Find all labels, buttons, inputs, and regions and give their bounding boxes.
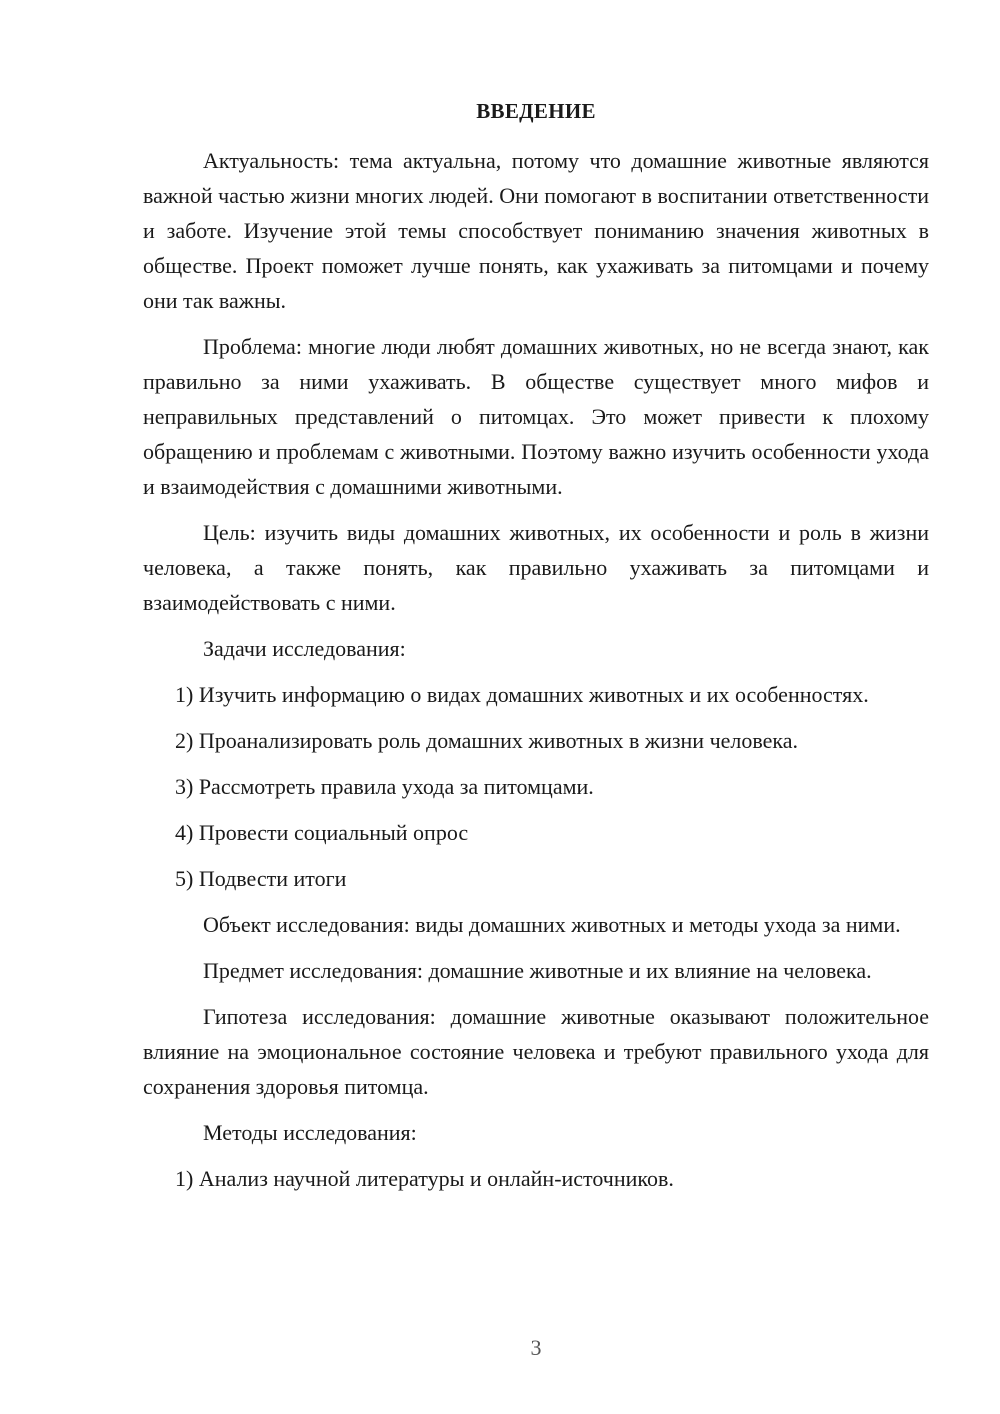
hypothesis-paragraph: Гипотеза исследования: домашние животные оказывают положительное влияние на эмоциональное состояние человека и требуют правильного ухода для сохранения здоровья питомца. <box>143 1004 929 1099</box>
page-number: 3 <box>530 1335 542 1360</box>
subject-paragraph: Предмет исследования: домашние животные и их влияние на человека. <box>203 958 872 983</box>
page-title: ВВЕДЕНИЕ <box>476 99 596 123</box>
methods-heading: Методы исследования: <box>203 1120 417 1145</box>
method-item-1: 1) Анализ научной литературы и онлайн-источников. <box>175 1166 674 1191</box>
task-item-3: 3) Рассмотреть правила ухода за питомцами. <box>175 774 594 799</box>
problem-paragraph: Проблема: многие люди любят домашних животных, но не всегда знают, как правильно за ними ухаживать. В обществе существует много мифов и неправильных представлений о питомцах. Это может привести к плохому обращению и проблемам с животными. Поэтому важно изучить особенности ухода и взаимодействия с домашними животными. <box>143 334 929 499</box>
task-item-4: 4) Провести социальный опрос <box>175 820 469 845</box>
task-item-5: 5) Подвести итоги <box>175 866 347 891</box>
goal-paragraph: Цель: изучить виды домашних животных, их особенности и роль в жизни человека, а также понять, как правильно ухаживать за питомцами и взаимодействовать с ними. <box>143 520 929 615</box>
object-paragraph: Объект исследования: виды домашних животных и методы ухода за ними. <box>203 912 901 937</box>
relevance-paragraph: Актуальность: тема актуальна, потому что домашние животные являются важной частью жизни многих людей. Они помогают в воспитании ответственности и заботе. Изучение этой темы способствует пониманию значения животных в обществе. Проект поможет лучше понять, как ухаживать за питомцами и почему они так важны. <box>143 148 929 313</box>
document-body <box>143 143 929 1207</box>
tasks-heading: Задачи исследования: <box>203 636 406 661</box>
task-item-1: 1) Изучить информацию о видах домашних животных и их особенностях. <box>175 682 869 707</box>
document-page <box>143 0 929 1414</box>
task-item-2: 2) Проанализировать роль домашних животных в жизни человека. <box>175 728 799 753</box>
